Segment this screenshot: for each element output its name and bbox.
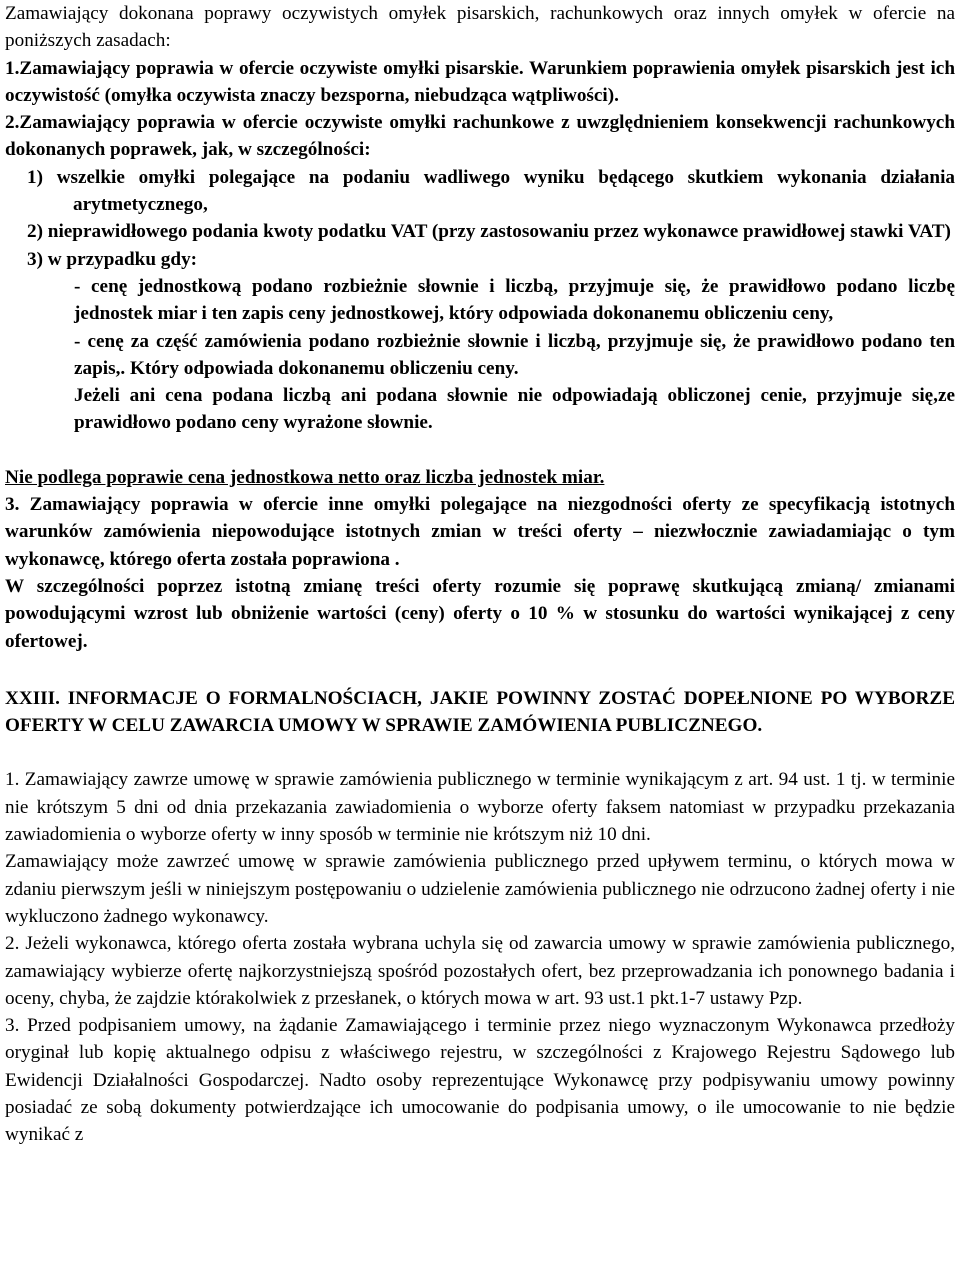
underlined-note: Nie podlega poprawie cena jednostkowa netto oraz liczba jednostek miar. xyxy=(5,466,605,488)
corrections-block-2 xyxy=(5,491,955,655)
section-heading-text: XXIII. INFORMACJE O FORMALNOŚCIACH, JAKIE POWINNY ZOSTAĆ DOPEŁNIONE PO WYBORZE OFERTY W CELU ZAWARCIA UMOWY W SPRAWIE ZAMÓWIENIA PUBLICZNEGO. xyxy=(5,687,955,737)
body-paragraph-1: 1. Zamawiający zawrze umowę w sprawie zamówienia publicznego w terminie wynikającym z art. 94 ust. 1 tj. w terminie nie krótszym 5 dni od dnia przekazania zawiadomienia o wyborze oferty faksem natomiast w przypadku przekazania zawiadomienia o wyborze oferty w inny sposób w terminie nie krótszym niż 10 dni. xyxy=(5,769,955,846)
section-heading xyxy=(5,685,955,740)
dash-item-1: - cenę jednostkową podano rozbieżnie słownie i liczbą, przyjmuje się, że prawidłowo podano liczbę jednostek miar i ten zapis ceny jednostkowej, który odpowiada dokonanemu obliczeniu ceny, xyxy=(74,275,955,325)
paragraph-3: 3. Zamawiający poprawia w ofercie inne omyłki polegające na niezgodności oferty ze specyfikacją istotnych warunków zamówienia niepowodujące istotnych zmian w treści oferty – niezwłocznie zawiadamiając o tym wykonawcę, którego oferta została poprawiona . xyxy=(5,494,955,570)
list-item-1: 1) wszelkie omyłki polegające na podaniu wadliwego wyniku będącego skutkiem wykonania działania arytmetycznego, xyxy=(27,166,955,216)
intro-paragraph: Zamawiający dokonana poprawy oczywistych omyłek pisarskich, rachunkowych oraz innych omyłek w ofercie na poniższych zasadach: xyxy=(5,3,955,52)
section-body xyxy=(5,766,955,1148)
spacer xyxy=(5,739,955,766)
paragraph-1: 1.Zamawiający poprawia w ofercie oczywiste omyłki pisarskie. Warunkiem poprawienia omyłek pisarskich jest ich oczywistość (omyłka oczywista znaczy bezsporna, niebudząca wątpliwości). xyxy=(5,57,955,106)
list-item-3: 3) w przypadku gdy: xyxy=(27,248,198,270)
body-paragraph-4: 3. Przed podpisaniem umowy, na żądanie Zamawiającego i terminie przez niego wyznaczonym Wykonawca przedłoży oryginał lub kopię aktualnego odpisu z właściwego rejestru, w szczególności z Krajowego Rejestru Sądowego lub Ewidencji Działalności Gospodarczej. Nadto osoby reprezentujące Wykonawcę przy podpisywaniu umowy powinny posiadać ze sobą dokumenty potwierdzające ich umocowanie do podpisania umowy, o ile umocowanie to nie będzie wynikać z xyxy=(5,1015,955,1146)
body-paragraph-2: Zamawiający może zawrzeć umowę w sprawie zamówienia publicznego przed upływem terminu, o których mowa w zdaniu pierwszym jeśli w niniejszym postępowaniu o udzielenie zamówienia publicznego nie odrzucono żadnej oferty i nie wykluczono żadnego wykonawcy. xyxy=(5,851,955,927)
spacer xyxy=(5,437,955,464)
paragraph-2: 2.Zamawiający poprawia w ofercie oczywiste omyłki rachunkowe z uwzględnieniem konsekwencji rachunkowych dokonanych poprawek, jak, w szczególności: xyxy=(5,112,955,161)
dash-item-3: Jeżeli ani cena podana liczbą ani podana słownie nie odpowiadają obliczonej cenie, przyjmuje się,ze prawidłowo podano ceny wyrażone słownie. xyxy=(74,385,955,434)
paragraph-4: W szczególności poprzez istotną zmianę treści oferty rozumie się poprawę skutkującą zmianą/ zmianami powodującymi wzrost lub obniżenie wartości (ceny) oferty o 10 % w stosunku do wartości wynikającej z ceny ofertowej. xyxy=(5,575,955,652)
body-paragraph-3: 2. Jeżeli wykonawca, którego oferta została wybrana uchyla się od zawarcia umowy w sprawie zamówienia publicznego, zamawiający wybierze ofertę najkorzystniejszą spośród pozostałych ofert, bez przeprowadzania ich ponownego badania i oceny, chyba, że zajdzie którakolwiek z przesłanek, o których mowa w art. 93 ust.1 pkt.1-7 ustawy Pzp. xyxy=(5,933,955,1009)
list-item-2: 2) nieprawidłowego podania kwoty podatku VAT (przy zastosowaniu przez wykonawce prawidłowej stawki VAT) xyxy=(27,221,951,243)
corrections-block xyxy=(5,55,955,437)
dash-item-2: - cenę za część zamówienia podano rozbieżnie słownie i liczbą, przyjmuje się, że prawidłowo podano ten zapis,. Który odpowiada dokonanemu obliczeniu ceny. xyxy=(74,330,955,379)
spacer xyxy=(5,655,955,685)
